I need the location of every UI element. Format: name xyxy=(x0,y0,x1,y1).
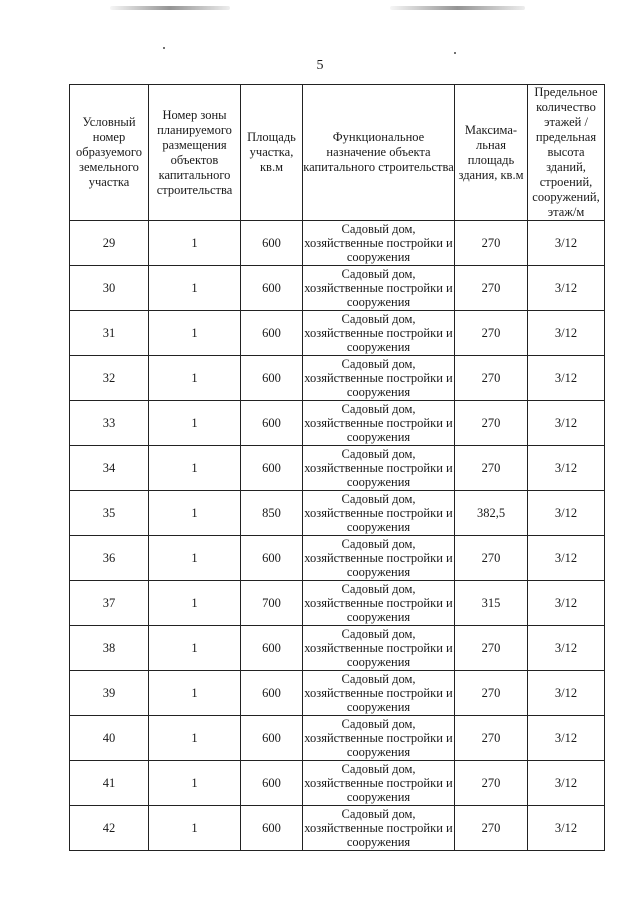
cell-function: Садовый дом, хозяйственные постройки и сооружения xyxy=(304,672,453,714)
cell-function: Садовый дом, хозяйственные постройки и сооружения xyxy=(304,312,453,354)
table-row xyxy=(70,266,605,311)
cell-plot-area: 600 xyxy=(241,401,303,446)
header-plot-area: Площадь участка, кв.м xyxy=(241,85,303,221)
table-row xyxy=(70,716,605,761)
cell-plot-number: 34 xyxy=(70,446,149,491)
cell-plot-number: 32 xyxy=(70,356,149,401)
cell-max-floors-height: 3/12 xyxy=(528,716,605,761)
cell-plot-number: 40 xyxy=(70,716,149,761)
cell-plot-area: 600 xyxy=(241,761,303,806)
cell-zone-number: 1 xyxy=(149,311,241,356)
cell-plot-area: 600 xyxy=(241,356,303,401)
cell-function: Садовый дом, хозяйственные постройки и сооружения xyxy=(304,447,453,489)
cell-plot-area: 600 xyxy=(241,311,303,356)
table-row xyxy=(70,401,605,446)
cell-max-floors-height: 3/12 xyxy=(528,491,605,536)
cell-plot-area: 600 xyxy=(241,806,303,851)
cell-zone-number: 1 xyxy=(149,266,241,311)
table-row xyxy=(70,806,605,851)
cell-plot-number: 41 xyxy=(70,761,149,806)
cell-plot-area: 600 xyxy=(241,266,303,311)
header-max-floors-height: Предельное количество этажей / предельная высота зданий, строений, сооружений, этаж/м xyxy=(528,85,605,221)
cell-plot-area: 600 xyxy=(241,716,303,761)
header-max-building-area: Максима-льная площадь здания, кв.м xyxy=(455,85,528,221)
table-row xyxy=(70,671,605,716)
cell-max-floors-height: 3/12 xyxy=(528,581,605,626)
cell-function: Садовый дом, хозяйственные постройки и сооружения xyxy=(304,582,453,624)
cell-plot-area: 600 xyxy=(241,536,303,581)
cell-function: Садовый дом, хозяйственные постройки и сооружения xyxy=(304,537,453,579)
table-row xyxy=(70,311,605,356)
cell-plot-area: 600 xyxy=(241,221,303,266)
cell-max-floors-height: 3/12 xyxy=(528,671,605,716)
cell-zone-number: 1 xyxy=(149,806,241,851)
cell-function: Садовый дом, хозяйственные постройки и сооружения xyxy=(304,267,453,309)
cell-max-building-area: 270 xyxy=(455,716,528,761)
header-function: Функциональное назначение объекта капитального строительства xyxy=(303,85,455,221)
table-row xyxy=(70,356,605,401)
cell-plot-area: 600 xyxy=(241,626,303,671)
cell-zone-number: 1 xyxy=(149,761,241,806)
cell-plot-number: 33 xyxy=(70,401,149,446)
table-row xyxy=(70,446,605,491)
cell-plot-area: 850 xyxy=(241,491,303,536)
cell-plot-number: 29 xyxy=(70,221,149,266)
header-zone-number: Номер зоны планируемого размещения объектов капитального строительства xyxy=(149,85,241,221)
cell-max-building-area: 270 xyxy=(455,446,528,491)
cell-plot-area: 700 xyxy=(241,581,303,626)
cell-function: Садовый дом, хозяйственные постройки и сооружения xyxy=(304,807,453,849)
cell-zone-number: 1 xyxy=(149,581,241,626)
cell-max-floors-height: 3/12 xyxy=(528,626,605,671)
cell-plot-number: 38 xyxy=(70,626,149,671)
cell-plot-number: 30 xyxy=(70,266,149,311)
table-header-row xyxy=(70,85,605,221)
cell-max-building-area: 270 xyxy=(455,221,528,266)
cell-max-building-area: 270 xyxy=(455,356,528,401)
cell-max-building-area: 270 xyxy=(455,266,528,311)
cell-zone-number: 1 xyxy=(149,716,241,761)
table-row xyxy=(70,581,605,626)
cell-max-building-area: 270 xyxy=(455,401,528,446)
cell-max-floors-height: 3/12 xyxy=(528,401,605,446)
cell-max-building-area: 270 xyxy=(455,536,528,581)
scan-dot xyxy=(163,47,165,49)
table-row xyxy=(70,221,605,266)
table-row xyxy=(70,536,605,581)
cell-function: Садовый дом, хозяйственные постройки и сооружения xyxy=(304,357,453,399)
table-row xyxy=(70,761,605,806)
cell-zone-number: 1 xyxy=(149,536,241,581)
cell-max-floors-height: 3/12 xyxy=(528,356,605,401)
header-plot-number: Условный номер образуемого земельного участка xyxy=(70,85,149,221)
cell-plot-area: 600 xyxy=(241,671,303,716)
cell-max-building-area: 270 xyxy=(455,806,528,851)
cell-plot-number: 39 xyxy=(70,671,149,716)
land-plots-table xyxy=(69,84,605,851)
cell-zone-number: 1 xyxy=(149,626,241,671)
cell-zone-number: 1 xyxy=(149,221,241,266)
scan-artifact-left xyxy=(110,6,230,10)
cell-max-floors-height: 3/12 xyxy=(528,221,605,266)
cell-plot-number: 42 xyxy=(70,806,149,851)
scan-dot xyxy=(454,52,456,54)
scan-artifact-right xyxy=(390,6,525,10)
cell-plot-number: 36 xyxy=(70,536,149,581)
cell-max-building-area: 315 xyxy=(455,581,528,626)
cell-zone-number: 1 xyxy=(149,401,241,446)
cell-max-building-area: 270 xyxy=(455,671,528,716)
cell-function: Садовый дом, хозяйственные постройки и сооружения xyxy=(304,222,453,264)
cell-max-floors-height: 3/12 xyxy=(528,311,605,356)
page-number: 5 xyxy=(316,58,324,73)
cell-max-building-area: 270 xyxy=(455,311,528,356)
cell-max-floors-height: 3/12 xyxy=(528,536,605,581)
table-row xyxy=(70,491,605,536)
cell-max-floors-height: 3/12 xyxy=(528,266,605,311)
cell-function: Садовый дом, хозяйственные постройки и сооружения xyxy=(304,492,453,534)
cell-zone-number: 1 xyxy=(149,671,241,716)
cell-zone-number: 1 xyxy=(149,491,241,536)
cell-max-floors-height: 3/12 xyxy=(528,761,605,806)
cell-max-floors-height: 3/12 xyxy=(528,806,605,851)
table-body xyxy=(70,221,605,851)
cell-max-building-area: 382,5 xyxy=(455,491,528,536)
cell-plot-number: 37 xyxy=(70,581,149,626)
cell-plot-area: 600 xyxy=(241,446,303,491)
cell-plot-number: 35 xyxy=(70,491,149,536)
cell-function: Садовый дом, хозяйственные постройки и сооружения xyxy=(304,627,453,669)
cell-max-floors-height: 3/12 xyxy=(528,446,605,491)
cell-plot-number: 31 xyxy=(70,311,149,356)
cell-function: Садовый дом, хозяйственные постройки и сооружения xyxy=(304,402,453,444)
cell-zone-number: 1 xyxy=(149,356,241,401)
table-row xyxy=(70,626,605,671)
cell-function: Садовый дом, хозяйственные постройки и сооружения xyxy=(304,717,453,759)
cell-function: Садовый дом, хозяйственные постройки и сооружения xyxy=(304,762,453,804)
cell-max-building-area: 270 xyxy=(455,761,528,806)
cell-max-building-area: 270 xyxy=(455,626,528,671)
cell-zone-number: 1 xyxy=(149,446,241,491)
